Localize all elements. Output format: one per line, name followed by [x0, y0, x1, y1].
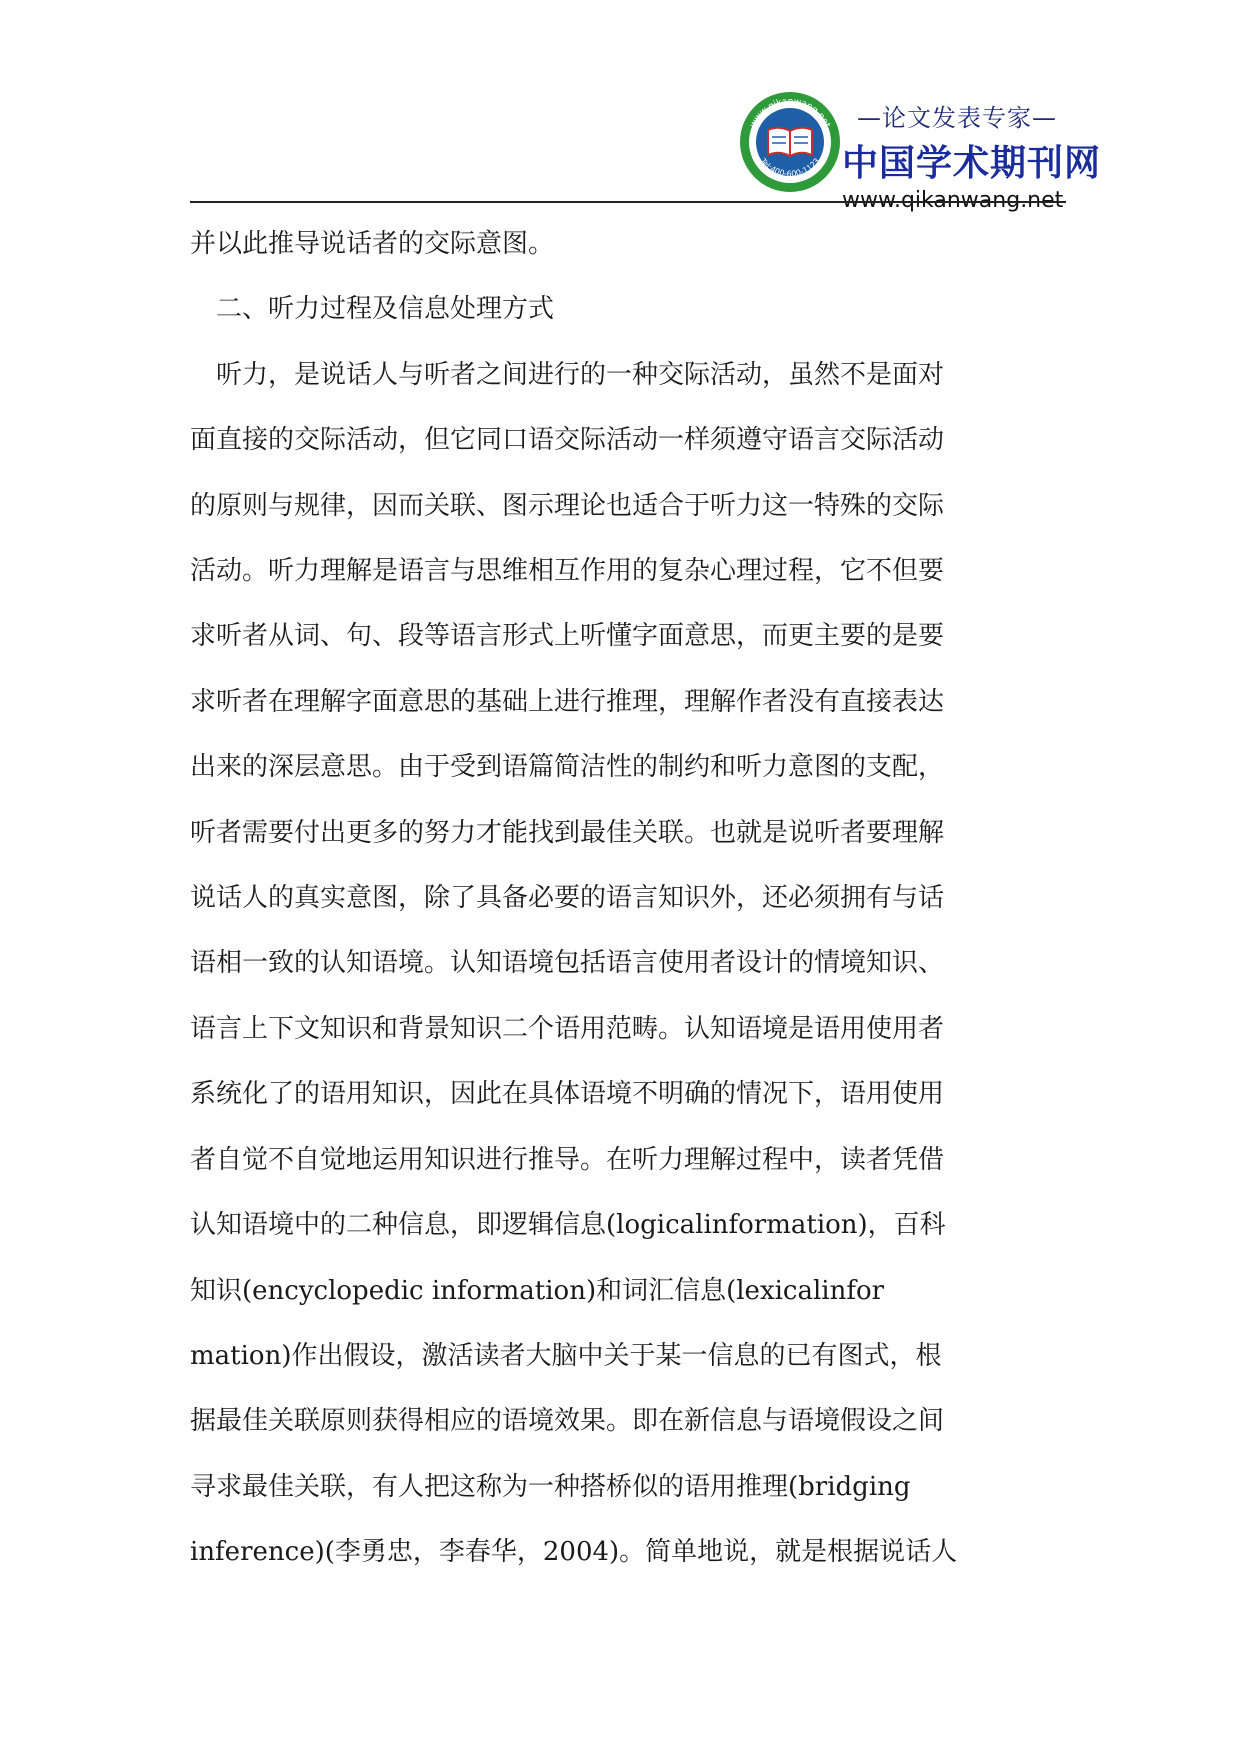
brand-slogan: —论文发表专家—: [857, 104, 1057, 132]
body-text-line: 语言上下文知识和背景知识二个语用范畴。认知语境是语用使用者: [190, 1013, 945, 1044]
body-text-line: 听者需要付出更多的努力才能找到最佳关联。也就是说听者要理解: [190, 817, 945, 848]
brand-website: www.qikanwang.net: [842, 188, 1064, 213]
body-text-line: 并以此推导说话者的交际意图。: [190, 229, 555, 259]
body-text-line: 活动。听力理解是语言与思维相互作用的复杂心理过程，它不但要: [190, 556, 945, 587]
header-divider: [190, 201, 1066, 203]
body-text-line: 系统化了的语用知识，因此在具体语境不明确的情况下，语用使用: [190, 1079, 945, 1110]
body-text-line: 二、听力过程及信息处理方式: [216, 294, 555, 325]
body-text-line: 求听者在理解字面意思的基础上进行推理，理解作者没有直接表达: [190, 686, 945, 717]
journal-brand-block: [842, 98, 1102, 213]
body-text-line: 寻求最佳关联，有人把这称为一种搭桥似的语用推理(bridging: [190, 1471, 911, 1502]
body-text-line: mation)作出假设，激活读者大脑中关于某一信息的已有图式，根: [190, 1340, 942, 1371]
seal-ring-bottom-text: Tel:400-600-1123: [758, 156, 822, 179]
open-book-icon: [768, 128, 812, 156]
body-text-line: 听力，是说话人与听者之间进行的一种交际活动，虽然不是面对: [216, 359, 945, 390]
seal-ring-top-text: www.qikanwang.net: [748, 96, 832, 130]
body-text-line: 出来的深层意思。由于受到语篇简洁性的制约和听力意图的支配，: [190, 752, 945, 783]
body-text-line: 求听者从词、句、段等语言形式上听懂字面意思，而更主要的是要: [190, 621, 945, 652]
body-text-line: 知识(encyclopedic information)和词汇信息(lexicalinfor: [190, 1275, 885, 1306]
body-text-line: 面直接的交际活动，但它同口语交际活动一样须遵守语言交际活动: [190, 425, 945, 456]
body-text-line: 认知语境中的二种信息，即逻辑信息(logicalinformation)，百科: [190, 1210, 946, 1241]
body-text-line: 者自觉不自觉地运用知识进行推导。在听力理解过程中，读者凭借: [190, 1144, 945, 1175]
journal-seal-logo: [738, 90, 842, 194]
brand-name: 中国学术期刊网: [842, 143, 1102, 184]
body-text-line: 说话人的真实意图，除了具备必要的语言知识外，还必须拥有与话: [190, 883, 945, 914]
document-body: [190, 212, 1050, 1586]
body-text-line: 据最佳关联原则获得相应的语境效果。即在新信息与语境假设之间: [190, 1406, 945, 1437]
body-text-line: 的原则与规律，因而关联、图示理论也适合于听力这一特殊的交际: [190, 490, 945, 521]
body-text-line: 语相一致的认知语境。认知语境包括语言使用者设计的情境知识、: [190, 948, 945, 979]
body-text-line: inference)(李勇忠，李春华，2004)。简单地说，就是根据说话人: [190, 1537, 958, 1568]
